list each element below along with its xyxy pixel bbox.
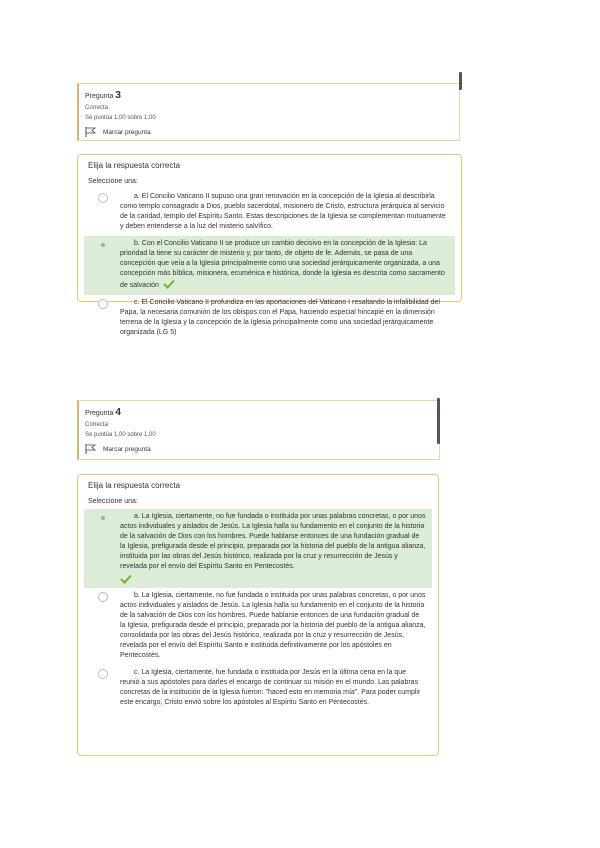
answer-text: c. La Iglesia, ciertamente, fue fundada o instituida por Jesús en la última cena en la que reunió a sus apóstoles para darles el encargo de continuar su misión en el mundo. Las palabras concretas de la institución de la Iglesia fueron: "haced esto en memoria mía". Para poder cumplir este encargo, Cristo envió sobre los apóstoles al Espíritu Santo en Pentecostés. — [120, 669, 421, 706]
answer-text: a. La Iglesia, ciertamente, no fue fundada o instituida por unas palabras concretas, o por unos actos individuales y aislados de Jesús. La Iglesia halla su fundamento en el conjunto de la historia de la salvación de Dios con los hombres. Puede hablarse entonces de una fundación gradual de la Iglesia, prefigurada desde el principio, preparada por la historia del pueblo de la antigua alianza, instituida por las obras del Jesús histórico, realizada por la cruz y resurrección de Jesús y revelada por el envío del Espíritu Santo en Pentecostés. — [120, 513, 426, 570]
answer-option-a[interactable] — [84, 509, 432, 588]
answer-text: b. La Iglesia, ciertamente, no fue fundada o instituida por unas palabras concretas, o por unos actos individuales y aislados de Jesús. La Iglesia halla su fundamento en el conjunto de la historia de la salvación de Dios con los hombres. Puede hablarse entonces de una fundación gradual de la Iglesia, prefigurada desde el principio, preparada por la historia del pueblo de la antigua alianza, consolidada por las obras del Jesús histórico, realizada por la cruz y resurrección de Jesús, revelada por el envío del Espíritu Santo e instituida definitivamente por los apóstoles en Pentecostés. — [120, 592, 426, 659]
question-3-number-line — [85, 90, 453, 101]
question-prompt: Elija la respuesta correcta — [88, 481, 181, 490]
question-number: 3 — [115, 90, 121, 101]
question-3-status: Correcta — [85, 105, 109, 111]
check-icon — [163, 279, 175, 289]
question-3-info — [77, 83, 460, 141]
answer-option-b[interactable] — [84, 588, 432, 665]
radio-button[interactable] — [98, 592, 108, 602]
flag-question-4-button[interactable] — [85, 444, 433, 454]
flag-label: Marcar pregunta — [103, 445, 151, 453]
question-4-info — [77, 400, 440, 460]
radio-button[interactable] — [98, 193, 108, 203]
question-4-status: Correcta — [85, 422, 109, 428]
question-3-content — [77, 154, 462, 336]
answer-text: a. El Concilio Vaticano II supuso una gran renovación en la concepción de la Iglesia al describirla como templo consagrado a Dios, pueblo sacerdotal, misionero de Cristo, estructura jerárquica al servicio de la caridad, templo del Espíritu Santo. Estas descripciones de la Iglesia se complementan mutuamente y deben entenderse a la luz del misterio salvífico. — [120, 193, 446, 230]
answer-option-b[interactable] — [84, 236, 455, 295]
check-icon — [120, 574, 132, 584]
flag-label: Marcar pregunta — [103, 128, 151, 136]
question-3-score: Se puntúa 1,00 sobre 1,00 — [85, 115, 156, 121]
radio-button[interactable] — [98, 299, 108, 309]
select-label: Seleccione una: — [88, 178, 138, 185]
answer-option-c[interactable] — [84, 665, 432, 712]
radio-button[interactable] — [98, 669, 108, 679]
flag-icon — [85, 127, 97, 137]
answer-text: b. Con el Concilio Vaticano II se produce un cambio decisivo en la concepción de la Iglesia: La prioridad la tiene su carácter de misterio y, por tanto, de objeto de fe. Además, se pasa de una concepción que veía a la Iglesia principalmente como una sociedad jerárquicamente organizada, a una concepción más bíblica, misionera, ecuménica e histórica, donde la Iglesia es descrita como sacramento de salvación — [120, 240, 445, 289]
select-label: Seleccione una: — [88, 498, 138, 505]
radio-button-selected[interactable] — [98, 513, 108, 523]
scrollbar[interactable] — [459, 72, 462, 90]
answer-text: c. El Concilio Vaticano II profundiza en las aportaciones del Vaticano I resaltando la infalibilidad del Papa, la necesaria comunión de los obispos con el Papa, haciendo especial hincapié en la dimensión terrena de la Iglesia y la concepción de la Iglesia principalmente como una sociedad jerárquicamente organizada (LG 5) — [120, 299, 440, 336]
question-prompt: Elija la respuesta correcta — [88, 161, 181, 170]
question-4-number-line — [85, 407, 433, 418]
scrollbar[interactable] — [437, 398, 440, 444]
flag-icon — [85, 444, 97, 454]
question-number: 4 — [115, 407, 121, 418]
answer-option-a[interactable] — [84, 189, 455, 236]
answer-option-c[interactable] — [84, 295, 455, 342]
question-label: Pregunta — [85, 410, 114, 417]
question-4-score: Se puntúa 1,00 sobre 1,00 — [85, 432, 156, 438]
flag-question-3-button[interactable] — [85, 127, 453, 137]
radio-button-selected[interactable] — [98, 240, 108, 250]
question-4-content — [77, 474, 439, 756]
question-label: Pregunta — [85, 93, 114, 100]
